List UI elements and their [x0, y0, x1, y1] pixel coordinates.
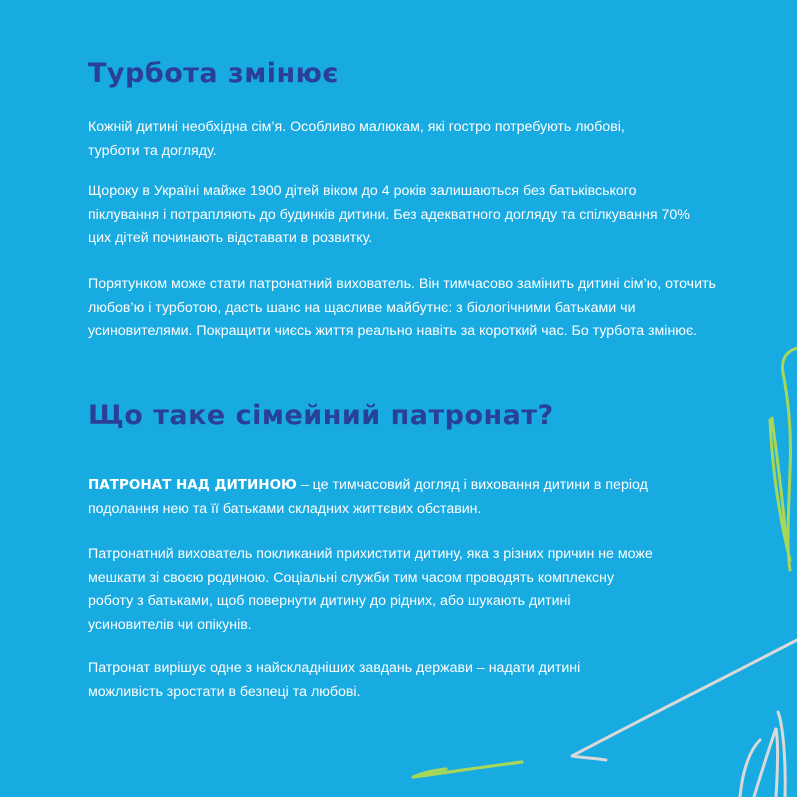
green-scribble-right — [770, 348, 797, 570]
paragraph: Порятунком може стати патронатний вихователь. Він тимчасово замінить дитині сім’ю, оточить любов’ю і турботою, дасть шанс на щасливе майбутнє: з біологічними батьками чи усиновителями. Покращити чиєсь життя реально навіть за короткий час. Бо турбота змінює. — [88, 276, 716, 339]
definition-term: ПАТРОНАТ НАД ДИТИНОЮ — [88, 477, 297, 493]
paragraph: Патронат вирішує одне з найскладніших завдань держави – надати дитині можливість зростати в безпеці та любові. — [88, 660, 581, 700]
definition-text: – це тимчасовий догляд і виховання дитини в період подолання нею та її батьками складних життєвих обставин. — [88, 477, 648, 517]
green-scribble-bottom — [413, 762, 522, 777]
gray-scribble-bottom-right — [740, 712, 785, 797]
section-title-care-changes: Турбота змінює — [88, 58, 339, 89]
gray-scribble-swoop — [572, 640, 797, 760]
paragraph: Щороку в Україні майже 1900 дітей віком до 4 років залишаються без батьківського піклування і потрапляють до будинків дитини. Без адекватного догляду та спілкування 70% цих дітей починають відставати в розвитку. — [88, 183, 690, 246]
paragraph: Кожній дитині необхідна сім’я. Особливо малюкам, які гостро потребують любові, турботи та догляду. — [88, 119, 625, 159]
paragraph: Патронатний вихователь покликаний прихистити дитину, яка з різних причин не може мешкати зі своєю родиною. Соціальні служби тим часом проводять комплексну роботу з батьками, щоб повернути дитину до рідних, або шукають дитині усиновителів чи опікунів. — [88, 546, 653, 633]
section-title-family-patronage: Що таке сімейний патронат? — [88, 400, 554, 431]
